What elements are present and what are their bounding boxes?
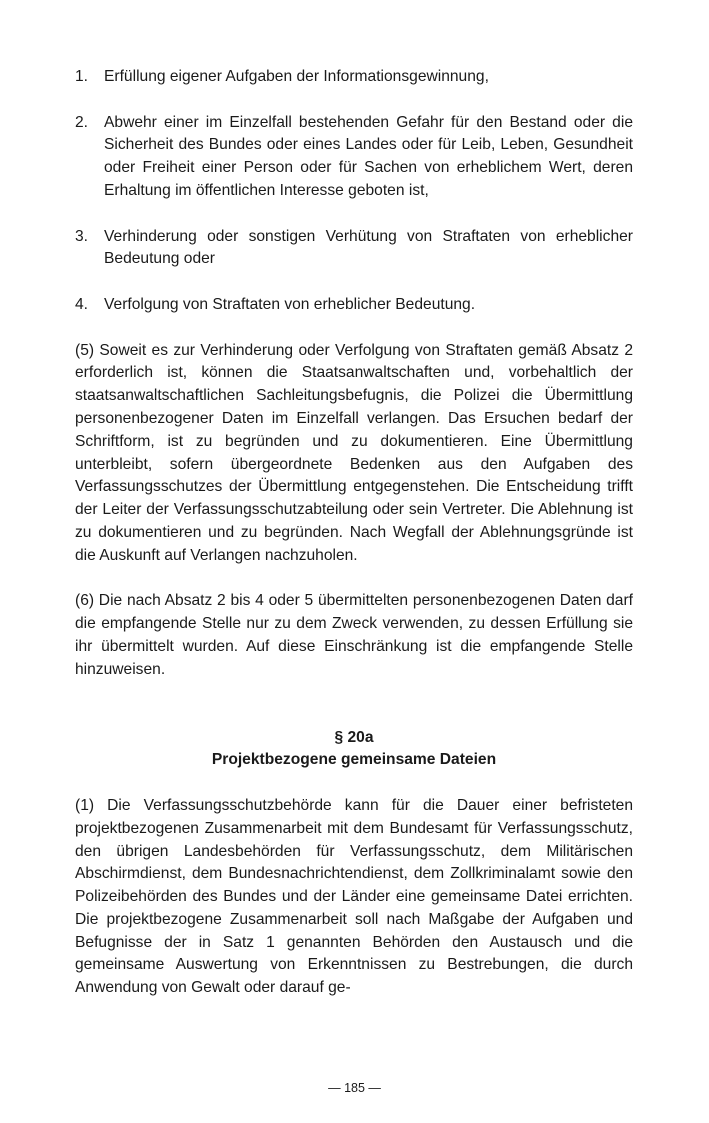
list-text: Verfolgung von Straftaten von erheblicher Bedeutung. bbox=[104, 295, 476, 313]
section-title: Projektbezogene gemeinsame Dateien bbox=[211, 751, 497, 769]
list-number: 4. bbox=[75, 295, 89, 313]
page-number: — 185 — bbox=[328, 1081, 381, 1095]
section-heading bbox=[75, 727, 633, 773]
list-item-1 bbox=[75, 66, 633, 89]
list-text: Abwehr einer im Einzelfall bestehenden Gefahr für den Bestand oder die Sicherheit des Bundes oder eines Landes oder für Leib, Leben, Gesundheit oder Freiheit einer Person oder für Sachen von erheblichem Wert, deren Erhaltung im öffentlichen Interesse geboten ist, bbox=[104, 113, 633, 199]
list-text: Verhinderung oder sonstigen Verhütung von Straftaten von erheblicher Bedeutung oder bbox=[104, 227, 633, 268]
list-number: 1. bbox=[75, 68, 89, 85]
paragraph-6: (6) Die nach Absatz 2 bis 4 oder 5 übermittelten personenbezogenen Daten darf die empfangende Stelle nur zu dem Zweck verwenden, zu dessen Erfüllung sie ihr übermittelt wurden. Auf diese Einschränkung ist die empfangende Stelle hinzuweisen. bbox=[75, 592, 633, 678]
list-item-2 bbox=[75, 112, 633, 203]
section-20a-paragraph-1: (1) Die Verfassungsschutzbehörde kann für die Dauer einer befristeten projektbezogenen Zusammenarbeit mit dem Bundesamt für Verfassungsschutz, den übrigen Landesbehörden für Verfassungsschutz, dem Militärischen Abschirmdienst, dem Bundesnachrichtendienst, dem Zollkriminalamt sowie den Polizeibehörden des Bundes und der Länder eine gemeinsame Datei errichten. Die projektbezogene Zusammenarbeit soll nach Maßgabe der Aufgaben und Befugnisse der in Satz 1 genannten Behörden den Austausch und die gemeinsame Auswertung von Erkenntnissen zu Bestrebungen, die durch Anwendung von Gewalt oder darauf ge- bbox=[75, 796, 633, 997]
list-item-3 bbox=[75, 226, 633, 272]
list-number: 2. bbox=[75, 113, 89, 131]
page-body bbox=[75, 66, 633, 1023]
paragraph-5: (5) Soweit es zur Verhinderung oder Verfolgung von Straftaten gemäß Absatz 2 erforderlich ist, können die Staatsanwaltschaften und, vorbehaltlich der staatsanwaltschaftlichen Sachleitungsbefugnis, die Polizei die Übermittlung personenbezogener Daten im Einzelfall verlangen. Das Ersuchen bedarf der Schriftform, ist zu begründen und zu dokumentieren. Eine Übermittlung unterbleibt, sofern übergeordnete Bedenken aus den Aufgaben des Verfassungsschutzes der Übermittlung entgegenstehen. Die Entscheidung trifft der Leiter der Verfassungsschutzabteilung oder sein Vertreter. Die Ablehnung ist zu dokumentieren und zu begründen. Nach Wegfall der Ablehnungsgründe ist die Auskunft auf Verlangen nachzuholen. bbox=[75, 341, 633, 564]
list-number: 3. bbox=[75, 227, 89, 245]
list-text: Erfüllung eigener Aufgaben der Informationsgewinnung, bbox=[104, 68, 489, 85]
list-item-4 bbox=[75, 294, 633, 317]
section-number: § 20a bbox=[334, 728, 374, 746]
